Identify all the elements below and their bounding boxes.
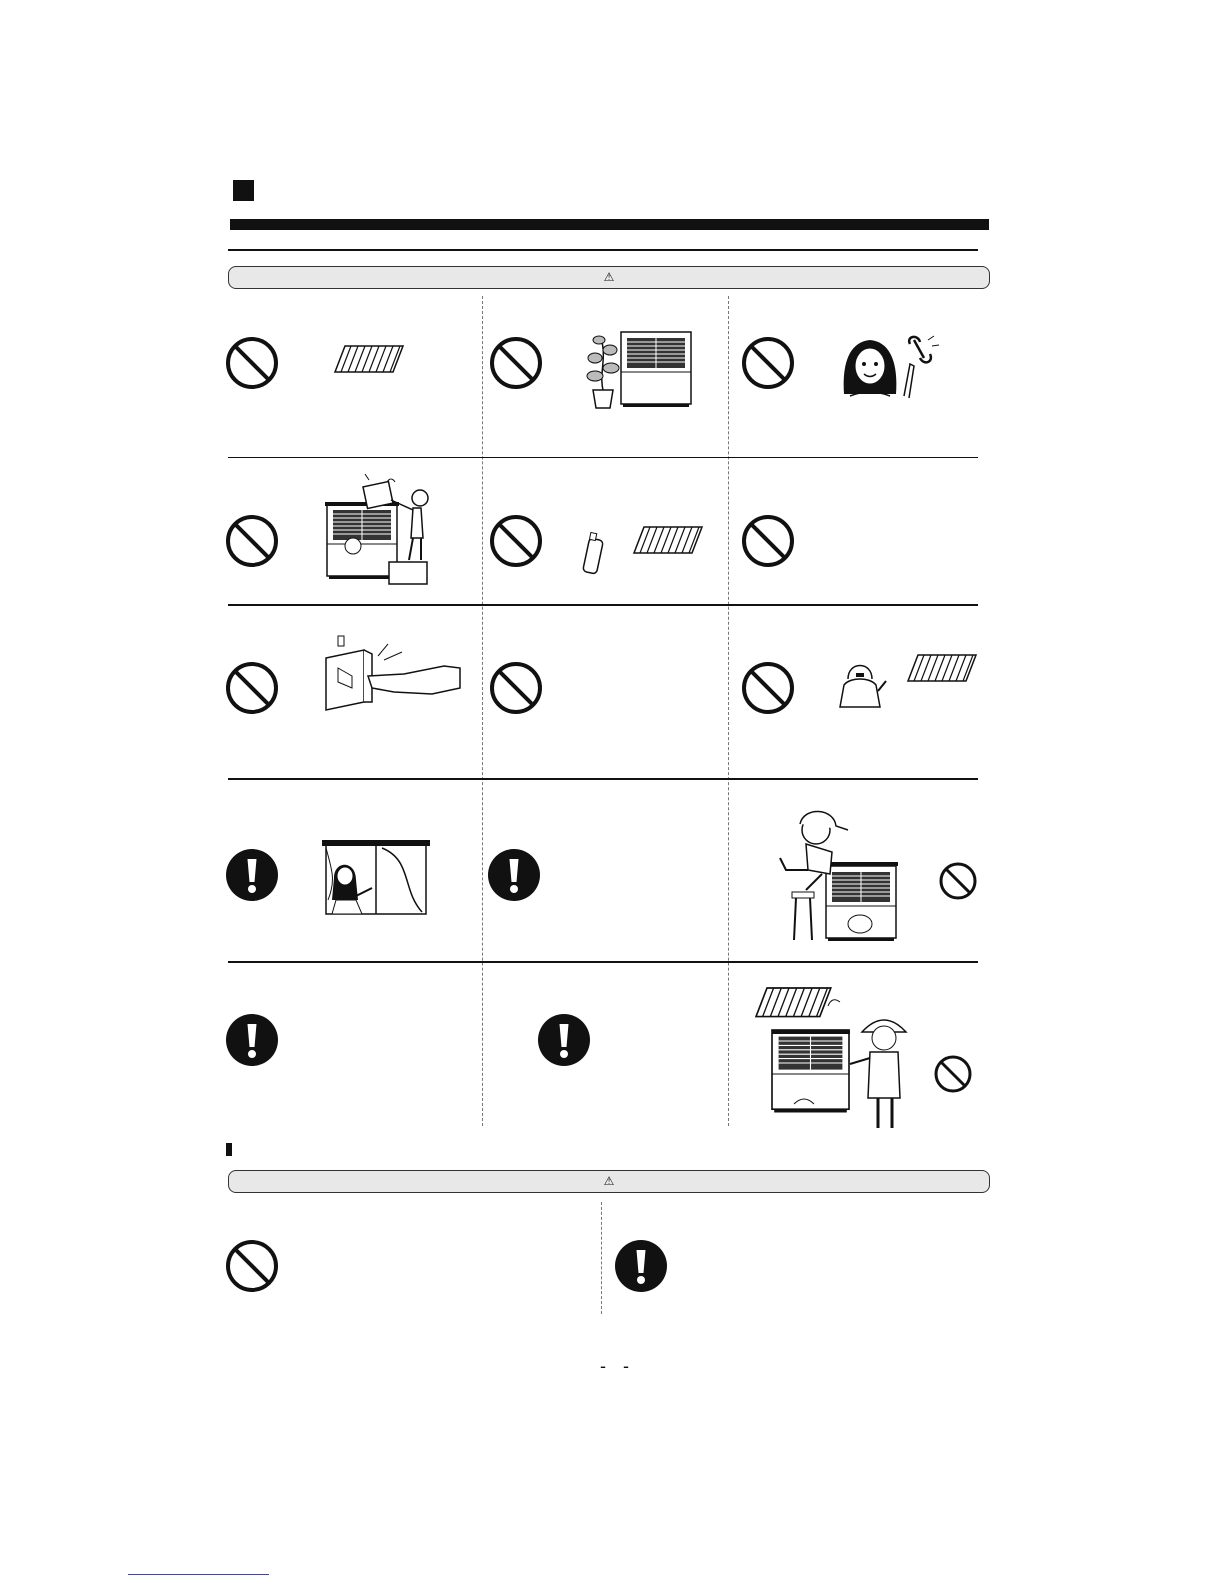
column-divider-1	[482, 296, 483, 1126]
warning-triangle-icon: ⚠	[603, 1174, 615, 1188]
row-divider-4	[228, 961, 978, 963]
mandatory-exclamation-icon	[538, 1014, 590, 1066]
prohibition-icon-small	[939, 862, 977, 900]
mandatory-exclamation-icon	[615, 1240, 667, 1292]
column-divider-2	[728, 296, 729, 1126]
lower-column-divider	[601, 1202, 602, 1314]
prohibition-icon	[490, 515, 542, 567]
prohibition-icon	[226, 515, 278, 567]
person-placing-box-on-unit-illustration	[325, 478, 435, 588]
prohibition-icon	[226, 337, 278, 389]
prohibition-icon	[490, 337, 542, 389]
section-rule	[228, 249, 978, 251]
footnote-rule	[128, 1574, 269, 1575]
subsection-marker	[226, 1143, 232, 1156]
prohibition-icon	[490, 662, 542, 714]
technician-with-unit-illustration	[754, 988, 914, 1136]
hatched-surface-icon	[335, 346, 405, 374]
person-opening-window-illustration	[322, 840, 430, 916]
mandatory-exclamation-icon	[488, 849, 540, 901]
warning-triangle-icon: ⚠	[603, 270, 615, 284]
prohibition-icon	[742, 662, 794, 714]
prohibition-icon-small	[934, 1055, 972, 1093]
row-divider-1	[228, 457, 978, 458]
warning-bar	[228, 266, 990, 289]
prohibition-icon	[226, 1240, 278, 1292]
row-divider-2	[228, 604, 978, 606]
section-marker-square	[233, 180, 254, 201]
prohibition-icon	[226, 662, 278, 714]
spray-can-icon	[578, 529, 608, 575]
kettle-icon	[834, 657, 886, 711]
row-divider-3	[228, 778, 978, 780]
child-climbing-onto-unit-illustration	[776, 804, 896, 960]
caution-bar	[228, 1170, 990, 1193]
mandatory-exclamation-icon	[226, 1014, 278, 1066]
hatched-surface-icon	[634, 527, 704, 555]
section-header-bar	[230, 219, 989, 230]
prohibition-icon	[742, 515, 794, 567]
hand-touching-switch-illustration	[324, 636, 464, 714]
woman-with-wrench-illustration	[840, 336, 940, 402]
hatched-surface-icon	[908, 655, 978, 683]
page-number: - -	[600, 1356, 635, 1376]
prohibition-icon	[742, 337, 794, 389]
mandatory-exclamation-icon	[226, 849, 278, 901]
plant-near-unit-illustration	[585, 328, 675, 410]
